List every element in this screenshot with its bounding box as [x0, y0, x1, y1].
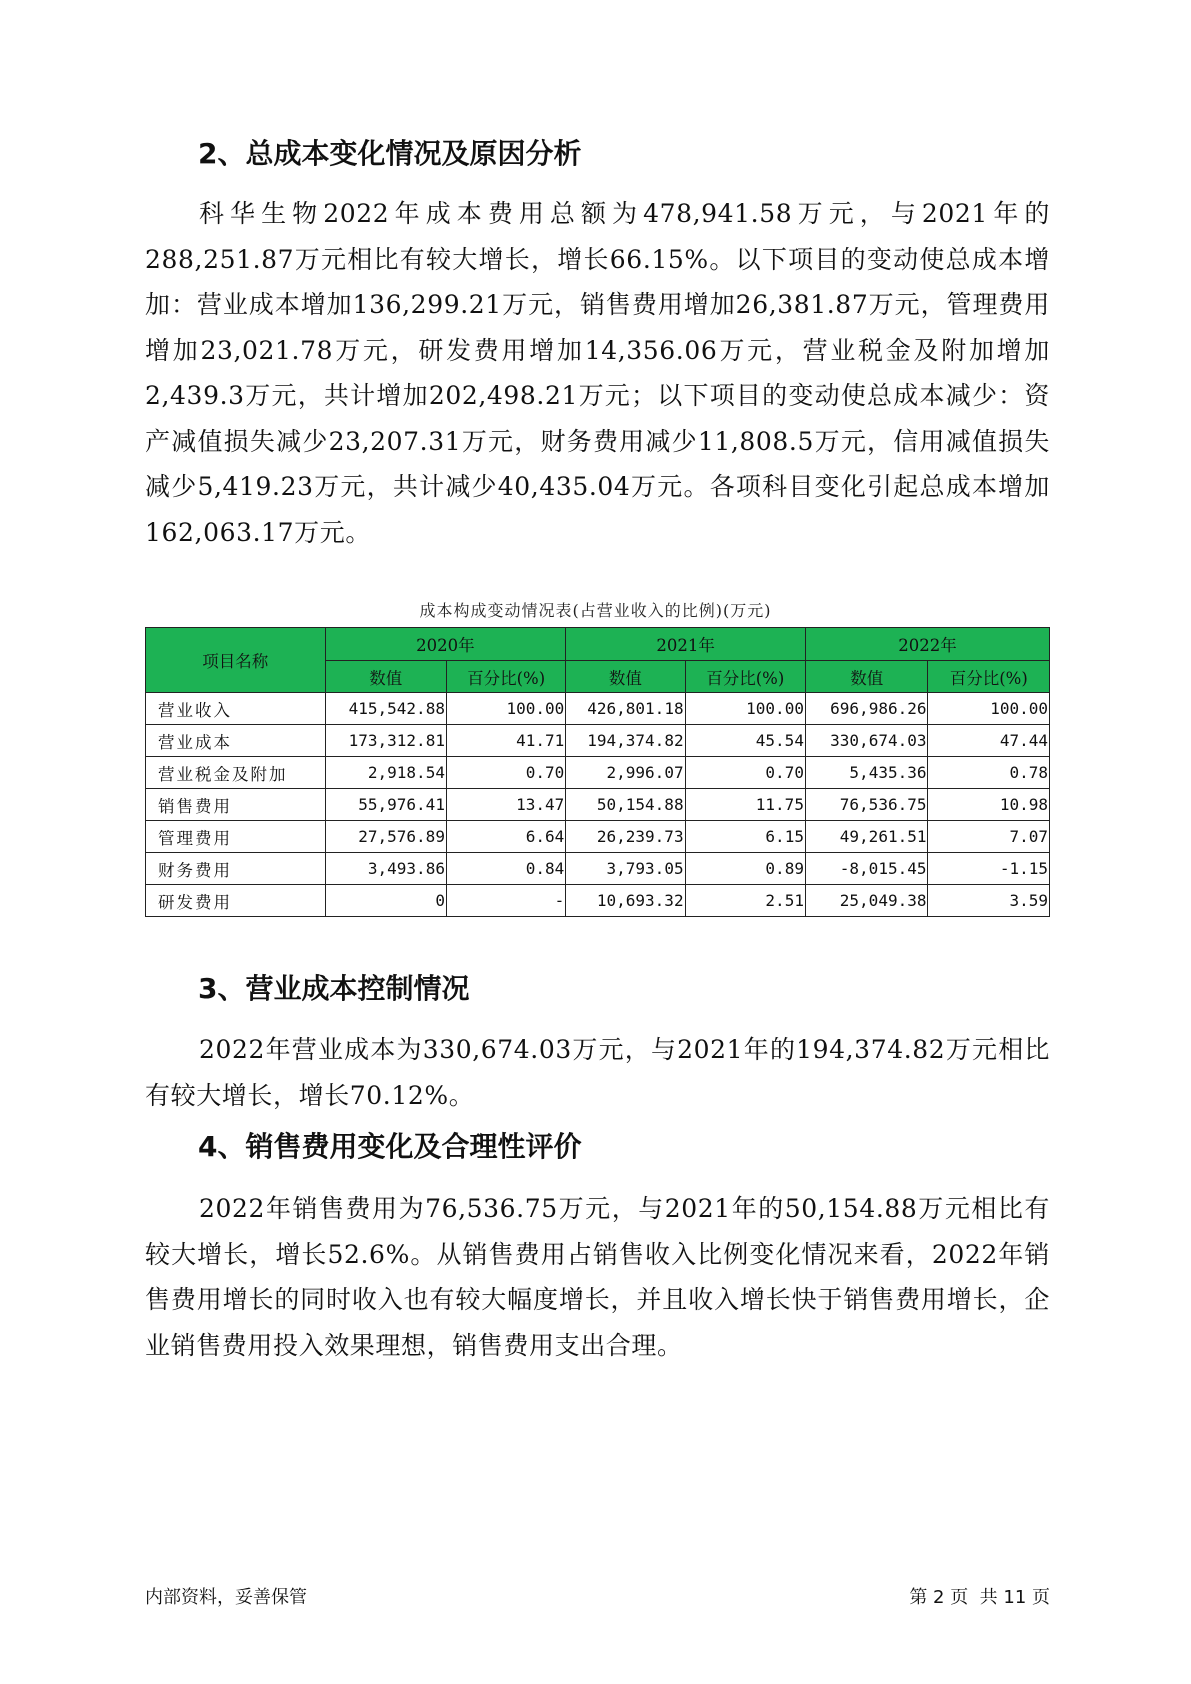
table-cell: 25,049.38 — [805, 885, 928, 917]
table-cell: 13.47 — [446, 789, 565, 821]
table-cell: 0.89 — [685, 853, 805, 885]
section-3-title: 3、营业成本控制情况 — [198, 972, 470, 1005]
percent-subheader: 百分比(%) — [928, 661, 1050, 693]
table-cell: 27,576.89 — [325, 821, 446, 853]
table-row — [146, 789, 1050, 821]
table-cell: 173,312.81 — [325, 725, 446, 757]
row-label: 研发费用 — [146, 885, 326, 917]
table-cell: 3,793.05 — [566, 853, 685, 885]
section-3-paragraph: 2022年营业成本为330,674.03万元，与2021年的194,374.82万元相比有较大增长，增长70.12%。 — [145, 1035, 1050, 1110]
table-cell: 7.07 — [928, 821, 1050, 853]
table-row — [146, 757, 1050, 789]
row-label: 管理费用 — [146, 821, 326, 853]
table-cell: 47.44 — [928, 725, 1050, 757]
table-cell: 50,154.88 — [566, 789, 685, 821]
table-cell: 100.00 — [685, 693, 805, 725]
table-caption: 成本构成变动情况表(占营业收入的比例)(万元) — [419, 601, 772, 620]
year-header: 2022年 — [805, 628, 1049, 661]
table-cell: 100.00 — [446, 693, 565, 725]
table-cell: 10.98 — [928, 789, 1050, 821]
section-4-paragraph: 2022年销售费用为76,536.75万元，与2021年的50,154.88万元相比有较大增长，增长52.6%。从销售费用占销售收入比例变化情况来看，2022年销售费用增长的同时收入也有较大幅度增长，并且收入增长快于销售费用增长，企业销售费用投入效果理想，销售费用支出合理。 — [145, 1194, 1050, 1360]
table-cell: 45.54 — [685, 725, 805, 757]
table-cell: 2,996.07 — [566, 757, 685, 789]
percent-subheader: 百分比(%) — [446, 661, 565, 693]
table-cell: 6.64 — [446, 821, 565, 853]
percent-subheader: 百分比(%) — [685, 661, 805, 693]
table-cell: 0.78 — [928, 757, 1050, 789]
value-subheader: 数值 — [566, 661, 685, 693]
footer-confidential-note: 内部资料，妥善保管 — [145, 1587, 307, 1608]
table-cell: 76,536.75 — [805, 789, 928, 821]
table-cell: 2,918.54 — [325, 757, 446, 789]
table-cell: 49,261.51 — [805, 821, 928, 853]
table-cell: 11.75 — [685, 789, 805, 821]
table-cell: 10,693.32 — [566, 885, 685, 917]
item-name-header: 项目名称 — [146, 628, 326, 693]
value-subheader: 数值 — [805, 661, 928, 693]
table-cell: - — [446, 885, 565, 917]
table-cell: 100.00 — [928, 693, 1050, 725]
table-cell: -1.15 — [928, 853, 1050, 885]
table-cell: -8,015.45 — [805, 853, 928, 885]
table-row — [146, 821, 1050, 853]
footer-page-number: 第 2 页 共 11 页 — [909, 1587, 1050, 1608]
table-cell: 0 — [325, 885, 446, 917]
cost-structure-table — [145, 627, 1050, 917]
section-4-title: 4、销售费用变化及合理性评价 — [198, 1130, 582, 1163]
table-cell: 696,986.26 — [805, 693, 928, 725]
row-label: 营业收入 — [146, 693, 326, 725]
table-cell: 5,435.36 — [805, 757, 928, 789]
table-cell: 55,976.41 — [325, 789, 446, 821]
table-cell: 3.59 — [928, 885, 1050, 917]
year-header: 2020年 — [325, 628, 566, 661]
table-row — [146, 885, 1050, 917]
table-row — [146, 725, 1050, 757]
table-cell: 6.15 — [685, 821, 805, 853]
value-subheader: 数值 — [325, 661, 446, 693]
table-cell: 3,493.86 — [325, 853, 446, 885]
table-cell: 2.51 — [685, 885, 805, 917]
year-header: 2021年 — [566, 628, 806, 661]
row-label: 财务费用 — [146, 853, 326, 885]
row-label: 销售费用 — [146, 789, 326, 821]
table-cell: 0.70 — [446, 757, 565, 789]
section-2-paragraph: 科华生物2022年成本费用总额为478,941.58万元，与2021年的288,251.87万元相比有较大增长，增长66.15%。以下项目的变动使总成本增加：营业成本增加136,299.21万元，销售费用增加26,381.87万元，管理费用增加23,021.78万元，研发费用增加14,356.06万元，营业税金及附加增加2,439.3万元，共计增加202,498.21万元；以下项目的变动使总成本减少：资产减值损失减少23,207.31万元，财务费用减少11,808.5万元，信用减值损失减少5,419.23万元，共计减少40,435.04万元。各项科目变化引起总成本增加162,063.17万元。 — [145, 199, 1050, 547]
table-cell: 415,542.88 — [325, 693, 446, 725]
table-cell: 0.70 — [685, 757, 805, 789]
table-cell: 41.71 — [446, 725, 565, 757]
table-cell: 194,374.82 — [566, 725, 685, 757]
table-cell: 0.84 — [446, 853, 565, 885]
table-row — [146, 853, 1050, 885]
table-cell: 26,239.73 — [566, 821, 685, 853]
table-cell: 426,801.18 — [566, 693, 685, 725]
row-label: 营业成本 — [146, 725, 326, 757]
section-2-title: 2、总成本变化情况及原因分析 — [198, 137, 582, 170]
table-cell: 330,674.03 — [805, 725, 928, 757]
table-row — [146, 693, 1050, 725]
row-label: 营业税金及附加 — [146, 757, 326, 789]
